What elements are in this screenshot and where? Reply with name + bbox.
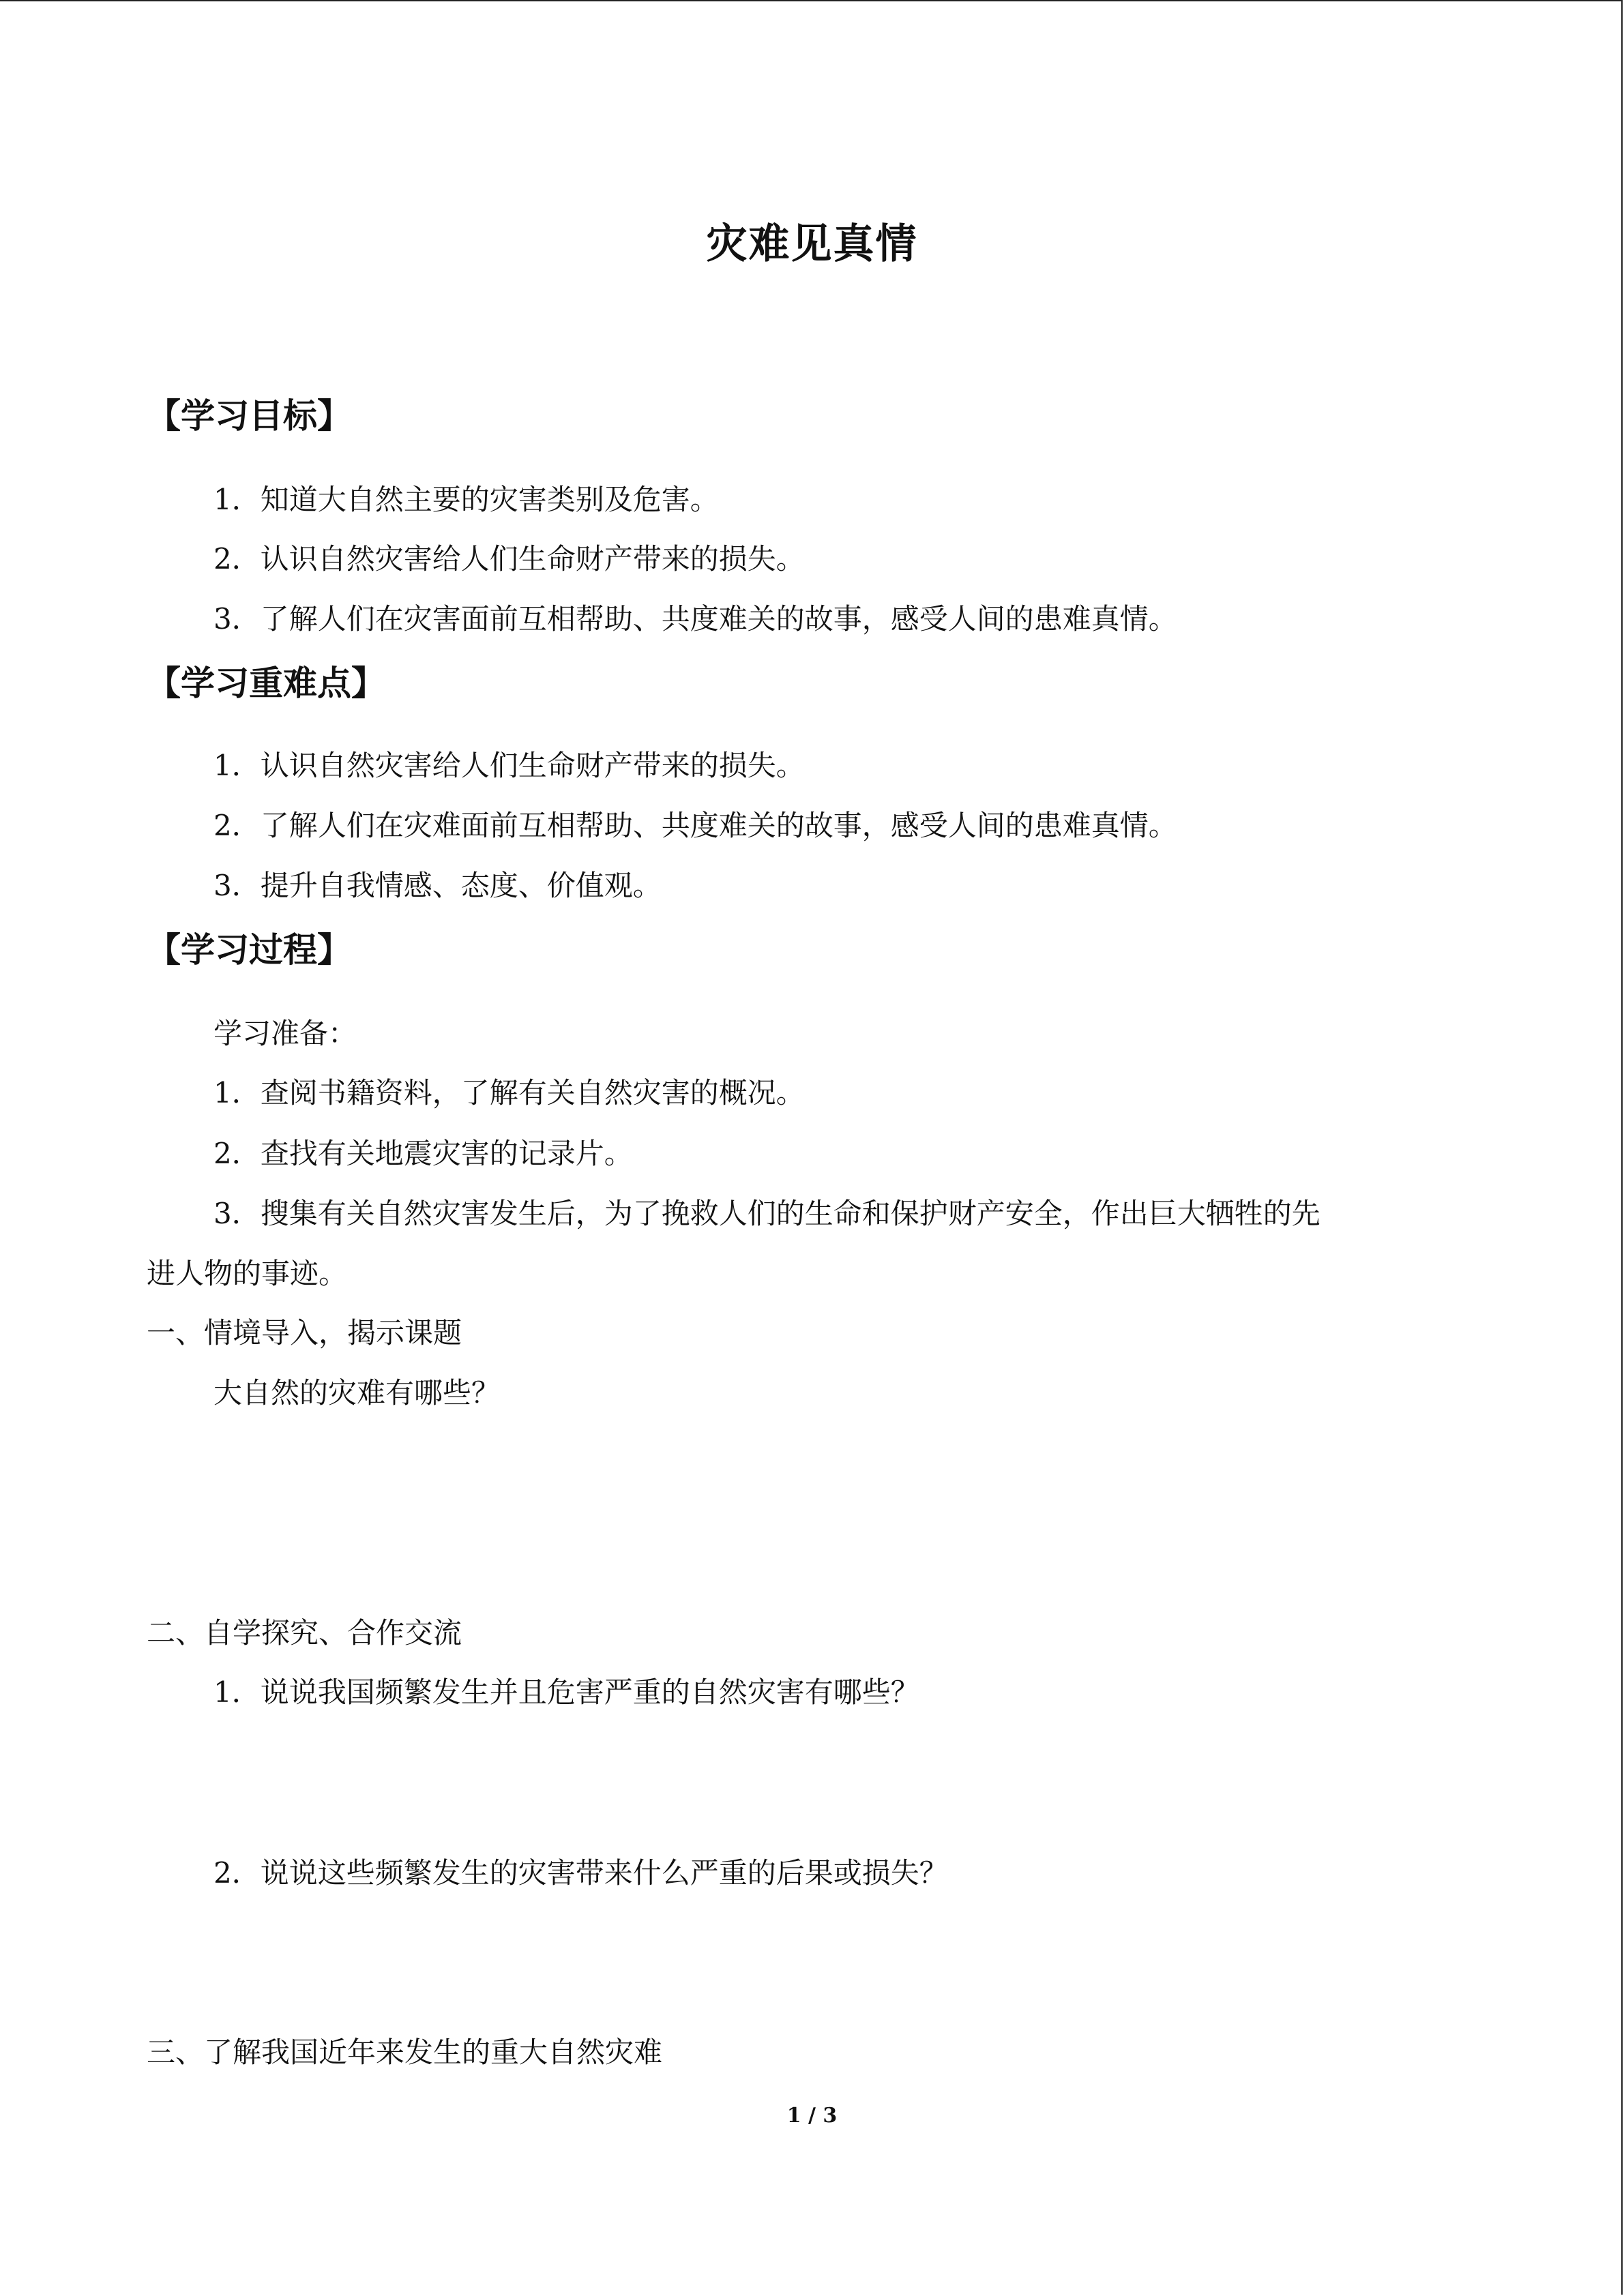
- part2-title: 二、自学探究、合作交流: [147, 1616, 462, 1650]
- prep-item-1: 1．查阅书籍资料，了解有关自然灾害的概况。: [213, 1076, 805, 1109]
- page-number: 1 / 3: [786, 2104, 838, 2128]
- document-title: 灾难见真情: [706, 220, 918, 268]
- section-heading-learning-process: 【学习过程】: [147, 929, 351, 970]
- prep-item-2: 2．查找有关地震灾害的记录片。: [213, 1137, 633, 1170]
- goal-item-1: 1．知道大自然主要的灾害类别及危害。: [213, 483, 719, 516]
- keypoint-item-2: 2．了解人们在灾难面前互相帮助、共度难关的故事，感受人间的患难真情。: [213, 809, 1177, 842]
- part2-question-2: 2．说说这些频繁发生的灾害带来什么严重的后果或损失？: [213, 1856, 948, 1890]
- prep-item-3-continued: 进人物的事迹。: [147, 1257, 348, 1290]
- part3-title: 三、了解我国近年来发生的重大自然灾难: [147, 2036, 663, 2069]
- section-heading-learning-goals: 【学习目标】: [147, 396, 351, 436]
- prep-item-3: 3．搜集有关自然灾害发生后，为了挽救人们的生命和保护财产安全，作出巨大牺牲的先: [213, 1197, 1320, 1230]
- keypoint-item-1: 1．认识自然灾害给人们生命财产带来的损失。: [213, 749, 805, 782]
- prep-label: 学习准备：: [213, 1017, 357, 1050]
- part2-question-1: 1．说说我国频繁发生并且危害严重的自然灾害有哪些？: [213, 1675, 919, 1709]
- goal-item-2: 2．认识自然灾害给人们生命财产带来的损失。: [213, 542, 805, 576]
- goal-item-3: 3．了解人们在灾害面前互相帮助、共度难关的故事，感受人间的患难真情。: [213, 602, 1177, 636]
- part1-title: 一、情境导入，揭示课题: [147, 1316, 462, 1350]
- keypoint-item-3: 3．提升自我情感、态度、价值观。: [213, 869, 662, 902]
- section-heading-key-points: 【学习重难点】: [147, 663, 385, 703]
- part1-question: 大自然的灾难有哪些？: [213, 1376, 501, 1410]
